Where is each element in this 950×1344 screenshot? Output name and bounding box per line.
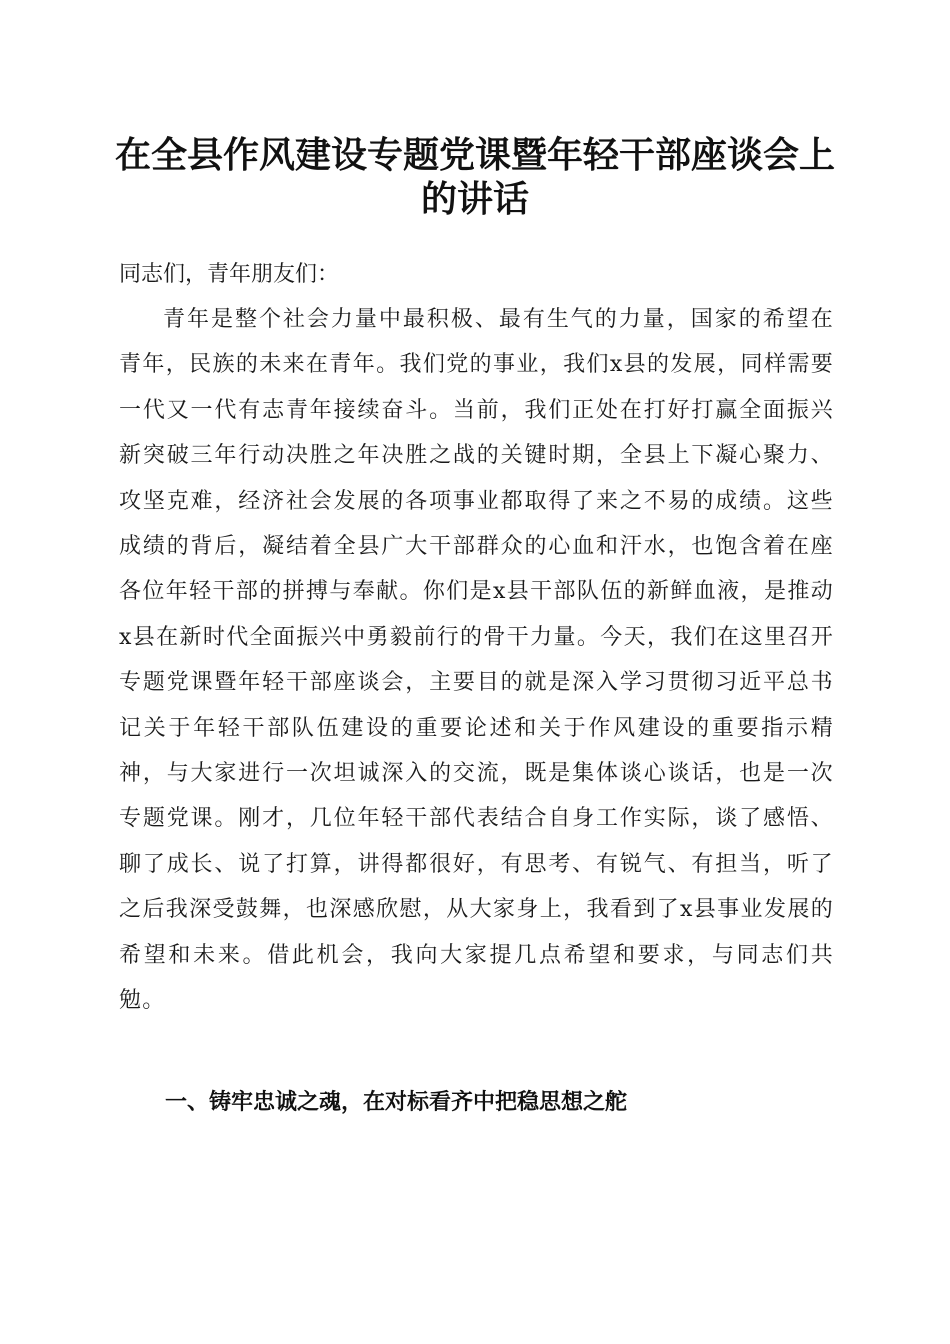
- section-heading: 一、铸牢忠诚之魂，在对标看齐中把稳思想之舵: [165, 1090, 628, 1115]
- document-body: [119, 252, 834, 1024]
- body-paragraph: 青年是整个社会力量中最积极、最有生气的力量，国家的希望在青年，民族的未来在青年。我们党的事业，我们x县的发展，同样需要一代又一代有志青年接续奋斗。当前，我们正处在打好打赢全面振兴新突破三年行动决胜之年决胜之战的关键时期，全县上下凝心聚力、攻坚克难，经济社会发展的各项事业都取得了来之不易的成绩。这些成绩的背后，凝结着全县广大干部群众的心血和汗水，也饱含着在座各位年轻干部的拼搏与奉献。你们是x县干部队伍的新鲜血液，是推动x县在新时代全面振兴中勇毅前行的骨干力量。今天，我们在这里召开专题党课暨年轻干部座谈会，主要目的就是深入学习贯彻习近平总书记关于年轻干部队伍建设的重要论述和关于作风建设的重要指示精神，与大家进行一次坦诚深入的交流，既是集体谈心谈话，也是一次专题党课。刚才，几位年轻干部代表结合自身工作实际，谈了感悟、聊了成长、说了打算，讲得都很好，有思考、有锐气、有担当，听了之后我深受鼓舞，也深感欣慰，从大家身上，我看到了x县事业发展的希望和未来。借此机会，我向大家提几点希望和要求，与同志们共勉。: [119, 307, 834, 1014]
- document-title: 在全县作风建设专题党课暨年轻干部座谈会上的讲话: [114, 134, 835, 220]
- salutation: 同志们，青年朋友们：: [119, 262, 340, 287]
